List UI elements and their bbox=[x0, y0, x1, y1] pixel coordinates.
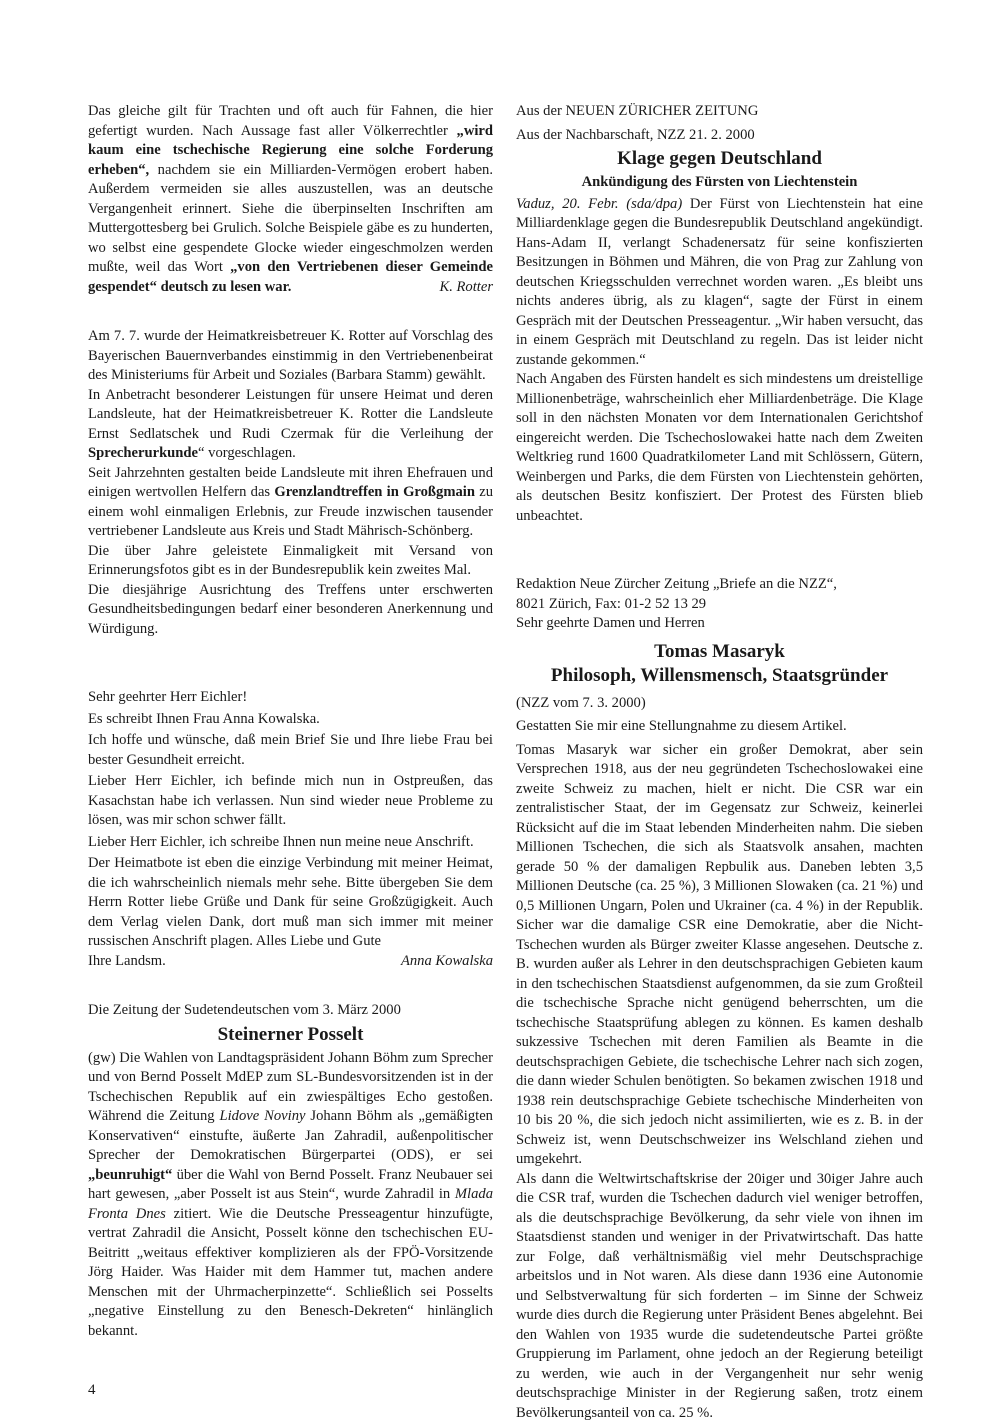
masaryk-paragraph-1: Tomas Masaryk war sicher ein großer Demokrat, aber sein Versprechen 1918, aus der neu gegründeten Tschechoslowakei eine zweite Schweiz zu machen, hielt er nicht. Die CSR war ein zentralistischer Staat, der im Gegensatz zur Schweiz, keinerlei Rücksicht auf die im Staat lebenden Minderheiten nahm. Die sieben Millionen Tschechen, die sich als Staatsvolk ansahen, machten gerade 50 % der damaligen Repbulik aus. Daneben lebten 3,5 Millionen Deutsche (ca. 25 %), 3 Millionen Slowaken (ca. 21 %) und 0,5 Millionen Ungarn, Polen und Ukrainer (ca. 4 %) in der Republik. Sicher war die damalige CSR eine Demokratie, aber die Nicht-Tschechen wurden als Bürger zweiter Klasse angesehen. Deutsche z. B. wurden außer als Lehrer in den deutschsprachigen Gebieten kaum in den tschechischen Staatsdienst aufgenommen, da sie zum Großteil die tschechische Sprache nicht genügend beherrschten, um die tschechische Staatsprüfung ablegen zu können. Es kamen deshalb sukzessive Tschechen mit deren Familien als Beamte in die deutschsprachigen Gebiete, die tschechische Lehrer nach sich zogen, die dann wieder Schulen benötigten. So bekamen zwischen 1918 und 1938 rein deutschsprachige Gebiete tschechische Minderheiten von 10 bis 20 %, die sich jedoch nicht assimilierten, wie es z. B. in der Schweiz ist, wenn Deutschschweizer ins Welschland ziehen und umgekehrt. bbox=[516, 741, 923, 1170]
masaryk-paragraph-2: Als dann die Weltwirtschaftskrise der 20iger und 30iger Jahre auch die CSR traf, wurden die Tschechen dadurch viel weniger betroffen, als die deutschsprachige Bevölkerung, da sehr viele von ihnen im Staatsdienst standen und weniger in der Privatwirtschaft. Das hatte zur Folge, daß verhältnismäßig viel mehr Deutschsprachige arbeitslos und in Not waren. Als diese dann 1936 eine Autonomie und Selbstverwaltung für sich forderten – im Sinne der Schweiz wurde dies durch die Regierung unter Präsident Benes abgelehnt. Bei den Wahlen von 1935 wurde die sudetendeutsche Partei größte Gruppierung im Parlament, ohne jedoch an der Regierung beteiligt zu werden, wie auch in der Vergangenheit nur sehr wenig deutschsprachige Minister in der Regierung saßen, trotz einem Bevölkerungsanteil von ca. 25 %. bbox=[516, 1170, 923, 1423]
rotter-paragraph-4: Die über Jahre geleistete Einmaligkeit mit Versand von Erinnerungsfotos gibt es in der Bundesrepublik kein zweites Mal. bbox=[88, 542, 493, 581]
letter-closing: Ihre Landsm. Anna Kowalska bbox=[88, 952, 493, 972]
klage-title: Klage gegen Deutschland bbox=[516, 147, 923, 171]
rotter-paragraph-1: Am 7. 7. wurde der Heimatkreisbetreuer K. Rotter auf Vorschlag des Bayerischen Bauernverbandes einstimmig in den Vertriebenenbeirat des Ministeriums für Arbeit und Soziales (Barbara Stamm) gewählt. bbox=[88, 327, 493, 386]
posselt-text: (gw) Die Wahlen von Landtagspräsident Johann Böhm zum Sprecher und von Bernd Posselt MdEP zum SL-Bundesvorsitzenden ist in der Tschechischen Republik auf ein zwiespältiges Echo gestoßen. Während die Zeitung Lidove Noviny Johann Böhm als „gemäßigten Konservativen“ einstufte, äußerte Jan Zahradil, außenpolitischer Sprecher der Demokratischen Bürgerpartei (ODS), er sei „beunruhigt“ über die Wahl von Bernd Posselt. Franz Neubauer sei hart gewesen, „aber Posselt ist aus Stein“, wurde Zahradil in Mlada Fronta Dnes zitiert. Wie die Deutsche Presseagentur hinzufügte, vertrat Zahradil die Ansicht, Posselt könne den tschechischen EU-Beitritt „weitaus effektiver komplizieren als der FPÖ-Vorsitzende Jörg Haider. Was Haider mit dem Hammer tut, machen andere Menschen mit der Uhrmacherpinzette“. Schließlich sei Posselts „negative Einstellung zu den Benesch-Dekreten“ hinlänglich bekannt. bbox=[88, 1049, 493, 1342]
klage-source-2: Aus der Nachbarschaft, NZZ 21. 2. 2000 bbox=[516, 126, 923, 146]
klage-paragraph-2: Nach Angaben des Fürsten handelt es sich mindestens um dreistellige Millionenbeträge, wahrscheinlich eher Milliardenbeträge. Die Klage soll in den nächsten Monaten vor dem Internationalen Gerichtshof eingereicht werden. Die Tschechoslowakei hatte nach dem Zweiten Weltkrieg rund 1600 Quadratkilometer Land mit Schlössern, Gütern, Weinbergen und Parks, die dem Fürsten von Liechtenstein gehörten, als deutschen Besitz konfisziert. Der Protest des Fürsten blieb unbeachtet. bbox=[516, 370, 923, 526]
masaryk-address-1: Redaktion Neue Zürcher Zeitung „Briefe an die NZZ“, bbox=[516, 575, 923, 595]
letter-paragraph-3: Lieber Herr Eichler, ich befinde mich nun in Ostpreußen, das Kasachstan habe ich verlassen. Nun sind wieder neue Probleme zu lösen, was mir schon schwer fällt. bbox=[88, 772, 493, 831]
letter-salutation: Sehr geehrter Herr Eichler! bbox=[88, 688, 493, 708]
klage-paragraph-1: Vaduz, 20. Febr. (sda/dpa) Der Fürst von Liechtenstein hat eine Milliardenklage gegen die Bundesrepublik Deutschland angekündigt. Hans-Adam II, verlangt Schadenersatz für seine konfiszierten Besitzungen in Böhmen und Mähren, die von Prag zur Zahlung von deutschen Kriegsschulden verrechnet worden waren. „Es bleibt uns nichts anderes übrig, als zu klagen“, sagte der Fürst in einem Gespräch mit der Deutschen Presseagentur. „Wir haben versucht, das in einem Gespräch mit Deutschland zu regeln. Das ist leider nicht zustande gekommen.“ bbox=[516, 195, 923, 371]
masaryk-address-2: 8021 Zürich, Fax: 01-2 52 13 29 bbox=[516, 595, 923, 615]
klage-source-1: Aus der NEUEN ZÜRICHER ZEITUNG bbox=[516, 102, 923, 122]
letter-paragraph-4: Lieber Herr Eichler, ich schreibe Ihnen nun meine neue Anschrift. bbox=[88, 833, 493, 853]
posselt-source: Die Zeitung der Sudetendeutschen vom 3. März 2000 bbox=[88, 1001, 493, 1021]
tracht-signature: K. Rotter bbox=[439, 278, 493, 298]
masaryk-intro: Gestatten Sie mir eine Stellungnahme zu diesem Artikel. bbox=[516, 717, 923, 737]
masaryk-title-1: Tomas Masaryk bbox=[516, 640, 923, 664]
rotter-paragraph-3: Seit Jahrzehnten gestalten beide Landsleute mit ihren Ehefrauen und einigen wertvollen Helfern das Grenzlandtreffen in Großgmain zu einem wohl einmaligen Erlebnis, zur Freude inzwischen tausender vertriebener Landsleute aus Kreis und Stadt Mährisch-Schönberg. bbox=[88, 464, 493, 542]
letter-paragraph-2: Ich hoffe und wünsche, daß mein Brief Sie und Ihre liebe Frau bei bester Gesundheit erreicht. bbox=[88, 731, 493, 770]
tracht-paragraph: Das gleiche gilt für Trachten und oft auch für Fahnen, die hier gefertigt wurden. Nach Aussage fast aller Völkerrechtler „wird kaum eine tschechische Regierung eine solche Forderung erheben“, nachdem sie ein Milliarden-Vermögen erobert haben. Außerdem vermeiden sie alles auszustellen, was an deutsche Vergangenheit erinnert. Siehe die überpinselten Inschriften am Muttergottesberg bei Grulich. Solche Beispiele gäbe es zu hunderten, wo selbst eine gespendete Glocke wieder eingeschmolzen werden mußte, weil das Wort „von den Vertriebenen dieser Gemeinde gespendet“ deutsch zu lesen war. K. Rotter bbox=[88, 102, 493, 297]
page-number: 4 bbox=[88, 1382, 96, 1399]
posselt-title: Steinerner Posselt bbox=[88, 1023, 493, 1047]
rotter-paragraph-5: Die diesjährige Ausrichtung des Treffens unter erschwerten Gesundheitsbedingungen bedarf einer besonderen Anerkennung und Würdigung. bbox=[88, 581, 493, 640]
letter-paragraph-5: Der Heimatbote ist eben die einzige Verbindung mit meiner Heimat, die ich wahrscheinlich niemals mehr sehe. Bitte übergeben Sie dem Herrn Rotter liebe Grüße und Dank für seine Großzügigkeit. Auch dem Verlag vielen Dank, dort muß man sich immer mit meiner russischen Anschrift plagen. Alles Liebe und Gute bbox=[88, 854, 493, 952]
masaryk-title-2: Philosoph, Willensmensch, Staatsgründer bbox=[516, 664, 923, 688]
masaryk-ref: (NZZ vom 7. 3. 2000) bbox=[516, 694, 923, 714]
rotter-paragraph-2: In Anbetracht besonderer Leistungen für unsere Heimat und deren Landsleute, hat der Heimatkreisbetreuer K. Rotter die Landsleute Ernst Sedlatschek und Rudi Czermak für die Verleihung der Sprecherurkunde“ vorgeschlagen. bbox=[88, 386, 493, 464]
left-column bbox=[88, 102, 493, 1341]
right-column bbox=[516, 102, 923, 1423]
letter-signature: Anna Kowalska bbox=[401, 952, 493, 972]
klage-subtitle: Ankündigung des Fürsten von Liechtenstein bbox=[516, 173, 923, 193]
masaryk-salutation: Sehr geehrte Damen und Herren bbox=[516, 614, 923, 634]
letter-paragraph-1: Es schreibt Ihnen Frau Anna Kowalska. bbox=[88, 710, 493, 730]
